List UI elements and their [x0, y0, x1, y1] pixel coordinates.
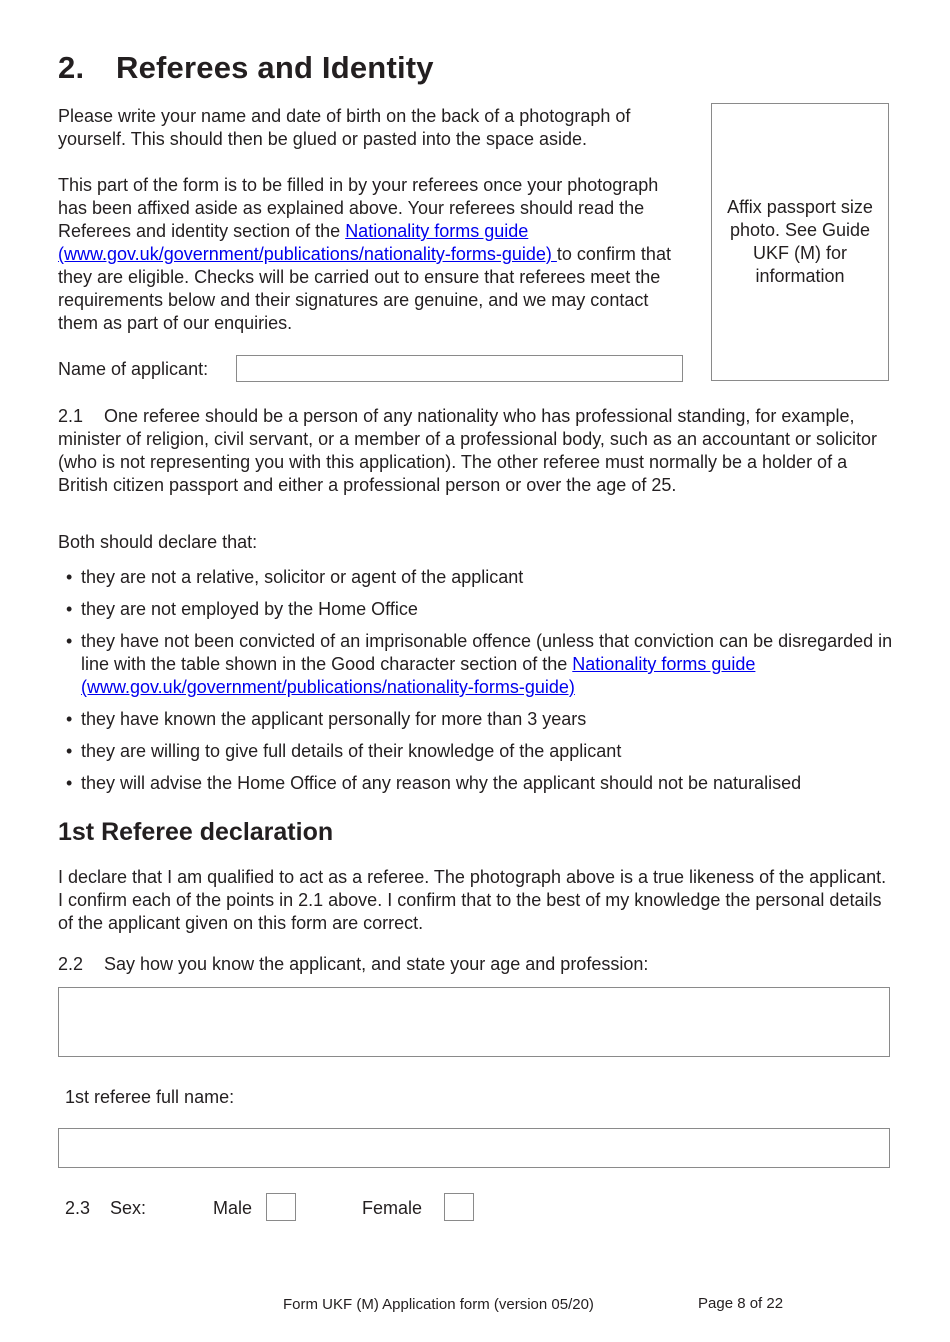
intro-paragraph-1: Please write your name and date of birth on the back of a photograph of yourself. This should then be glued or pasted into the space aside.	[58, 106, 631, 149]
nationality-guide-link-2[interactable]: Nationality forms guide (www.gov.uk/government/publications/nationality-forms-guide)	[81, 654, 756, 697]
section-heading	[58, 50, 434, 86]
passport-photo-box[interactable]	[711, 103, 889, 381]
footer-form-name: Form UKF (M) Application form (version 05/20)	[283, 1296, 594, 1313]
declaration-heading: 1st Referee declaration	[58, 818, 334, 846]
question-2-1-number: 2.1	[58, 406, 84, 426]
list-item-text: they have not been convicted of an imprisonable offence (unless that conviction can be disregarded in line with the table shown in the Good character section of the	[81, 631, 893, 674]
referee-full-name-input[interactable]	[58, 1128, 890, 1168]
female-checkbox[interactable]	[444, 1193, 474, 1221]
female-label: Female	[362, 1198, 423, 1218]
list-item: • they will advise the Home Office of any reason why the applicant should not be naturalised	[66, 772, 896, 795]
list-item: • they have known the applicant personally for more than 3 years	[66, 708, 896, 731]
list-item	[66, 630, 896, 699]
nationality-guide-link[interactable]: Nationality forms guide (www.gov.uk/government/publications/nationality-forms-guide)	[58, 221, 557, 264]
section-number: 2.	[58, 50, 85, 85]
question-2-2	[58, 953, 888, 976]
question-2-1	[58, 405, 888, 497]
section-title: Referees and Identity	[116, 50, 434, 85]
list-item: • they are not a relative, solicitor or agent of the applicant	[66, 566, 896, 589]
sex-label: Sex:	[110, 1198, 147, 1218]
intro-text-a: This part of the form is to be filled in by your referees once your photograph has been affixed aside as explained above. Your referees should read the Referees and identity section of the	[58, 175, 659, 241]
question-2-2-text: Say how you know the applicant, and state your age and profession:	[104, 954, 649, 974]
intro-text-b: to confirm that they are eligible. Checks will be carried out to ensure that referees meet the requirements below and their signatures are genuine, and we may contact them as part of our enquiries.	[58, 244, 671, 333]
list-item: • they are not employed by the Home Office	[66, 598, 896, 621]
photo-box-instructions: Affix passport size photo. See Guide UKF (M) for information	[727, 197, 873, 286]
both-declare-text: Both should declare that:	[58, 532, 258, 552]
intro-paragraph-2	[58, 174, 688, 335]
declaration-text: I declare that I am qualified to act as a referee. The photograph above is a true likeness of the applicant. I confirm each of the points in 2.1 above. I confirm that to the best of my knowledge the personal details of the applicant given on this form are correct.	[58, 867, 887, 933]
referee-full-name-label: 1st referee full name:	[65, 1087, 235, 1107]
applicant-name-label: Name of applicant:	[58, 359, 209, 379]
referee-relationship-input[interactable]	[58, 987, 890, 1057]
question-2-3-number: 2.3	[65, 1198, 91, 1218]
referee-requirements-list	[66, 566, 896, 804]
male-label: Male	[213, 1198, 253, 1218]
question-2-1-text: One referee should be a person of any nationality who has professional standing, for example, minister of religion, civil servant, or a member of a professional body, such as an accountant or solicitor (who is not representing you with this application). The other referee must normally be a holder of a British citizen passport and either a professional person or over the age of 25.	[58, 406, 878, 495]
footer-page-number: Page 8 of 22	[698, 1295, 784, 1312]
male-checkbox[interactable]	[266, 1193, 296, 1221]
list-item: • they are willing to give full details of their knowledge of the applicant	[66, 740, 896, 763]
applicant-name-input[interactable]	[236, 355, 683, 382]
question-2-2-number: 2.2	[58, 954, 84, 974]
